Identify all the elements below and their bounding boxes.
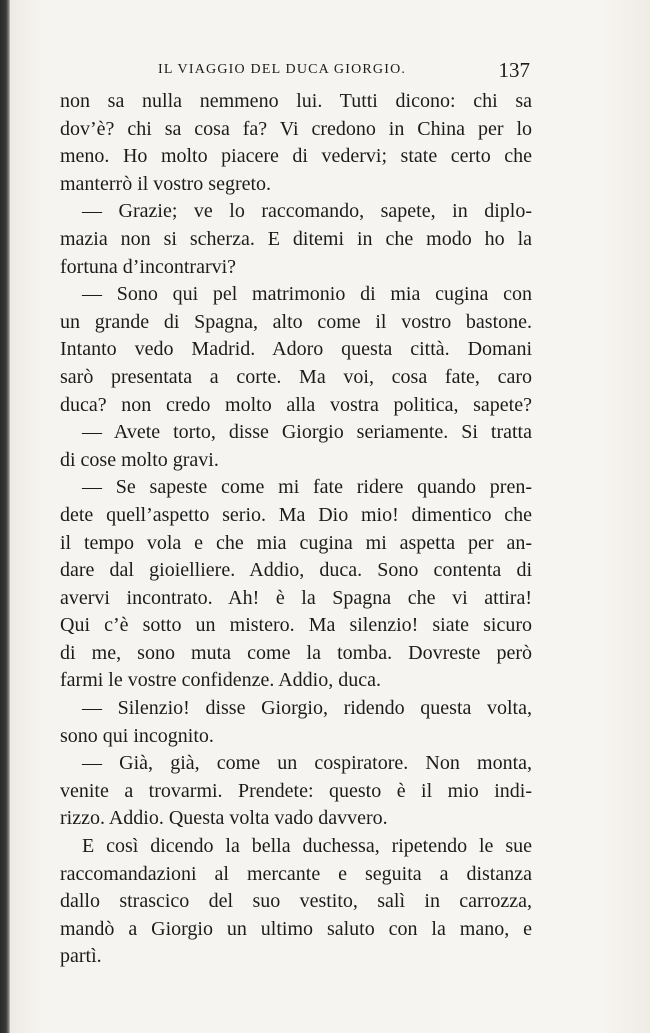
text-line: — Silenzio! disse Giorgio, ridendo questa volta, — [82, 697, 532, 720]
text-line: dallo strascico del suo vestito, salì in carrozza, — [60, 890, 532, 913]
text-line: — Se sapeste come mi fate ridere quando pren- — [82, 476, 532, 499]
text-line: Qui c’è sotto un mistero. Ma silenzio! siate sicuro — [60, 614, 532, 637]
text-line: di me, sono muta come la tomba. Dovreste però — [60, 641, 532, 664]
text-line: non sa nulla nemmeno lui. Tutti dicono: chi sa — [60, 90, 532, 112]
text-line: mandò a Giorgio un ultimo saluto con la mano, e — [60, 917, 532, 940]
text-line: fortuna d’incontrarvi? — [60, 255, 237, 278]
text-line: mazia non si scherza. E ditemi in che modo ho la — [60, 227, 532, 250]
text-line: un grande di Spagna, alto come il vostro bastone. — [60, 310, 532, 333]
page-number: 137 — [498, 58, 530, 82]
text-line: sarò presentata a corte. Ma voi, cosa fate, caro — [60, 365, 532, 388]
text-line: Intanto vedo Madrid. Adoro questa città. Domani — [60, 338, 532, 361]
text-line: avervi incontrato. Ah! è la Spagna che vi attira! — [60, 586, 532, 609]
text-line: E così dicendo la bella duchessa, ripetendo le sue — [82, 835, 532, 858]
text-line: dete quell’aspetto serio. Ma Dio mio! dimentico che — [60, 503, 532, 526]
text-line: venite a trovarmi. Prendete: questo è il mio indi- — [60, 779, 532, 802]
text-line: di cose molto gravi. — [60, 448, 219, 471]
text-line: meno. Ho molto piacere di vedervi; state certo che — [60, 145, 532, 168]
text-line: raccomandazioni al mercante e seguita a distanza — [60, 862, 532, 885]
text-line: il tempo vola e che mia cugina mi aspetta per an- — [60, 531, 532, 554]
text-line: dare dal gioielliere. Addio, duca. Sono contenta di — [60, 559, 532, 582]
text-line: manterrò il vostro segreto. — [60, 172, 272, 195]
text-line: — Sono qui pel matrimonio di mia cugina con — [82, 283, 532, 306]
text-line: partì. — [60, 945, 102, 968]
running-title: IL VIAGGIO DEL DUCA GIORGIO. — [158, 62, 407, 77]
binding-edge — [0, 0, 10, 1033]
text-line: — Già, già, come un cospiratore. Non monta, — [82, 752, 532, 775]
text-line: rizzo. Addio. Questa volta vado davvero. — [60, 807, 388, 830]
text-line: duca? non credo molto alla vostra politica, sapete? — [60, 393, 532, 416]
text-line: dov’è? chi sa cosa fa? Vi credono in China per lo — [60, 117, 532, 140]
text-line: — Avete torto, disse Giorgio seriamente. Si tratta — [82, 421, 532, 444]
body-text — [60, 88, 532, 971]
page-header — [62, 58, 542, 86]
text-line: farmi le vostre confidenze. Addio, duca. — [60, 669, 381, 692]
text-line: — Grazie; ve lo raccomando, sapete, in diplo- — [82, 200, 532, 223]
text-line: sono qui incognito. — [60, 724, 214, 747]
